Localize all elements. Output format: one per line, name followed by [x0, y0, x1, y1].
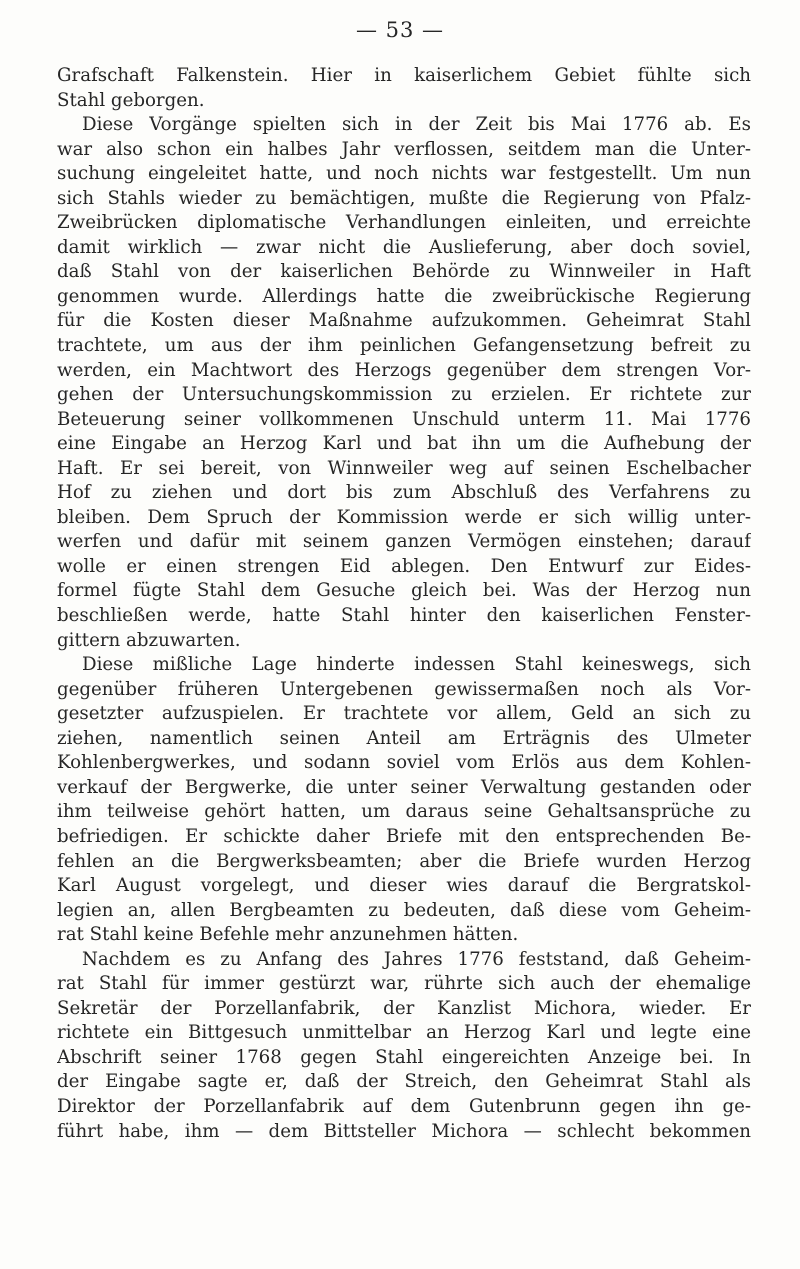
text-line: bleiben. Dem Spruch der Kommission werde er sich willig unter- — [57, 506, 751, 528]
text-line: gittern abzuwarten. — [57, 629, 241, 651]
text-line: gehen der Untersuchungskommission zu erzielen. Er richtete zur — [57, 384, 751, 406]
text-line: fehlen an die Bergwerksbeamten; aber die Briefe wurden Herzog — [57, 850, 751, 872]
text-line: für die Kosten dieser Maßnahme aufzukommen. Geheimrat Stahl — [57, 310, 751, 332]
text-line: Kohlenbergwerkes, und sodann soviel vom Erlös aus dem Kohlen- — [57, 752, 751, 774]
text-line: Sekretär der Porzellanfabrik, der Kanzlist Michora, wieder. Er — [57, 997, 751, 1019]
text-line: Hof zu ziehen und dort bis zum Abschluß des Verfahrens zu — [57, 482, 751, 504]
text-line: Karl August vorgelegt, und dieser wies darauf die Bergratskol- — [57, 875, 751, 897]
text-line: gesetzter aufzuspielen. Er trachtete vor allem, Geld an sich zu — [57, 703, 751, 725]
text-line: beschließen werde, hatte Stahl hinter den kaiserlichen Fenster- — [57, 605, 751, 627]
text-line: damit wirklich — zwar nicht die Auslieferung, aber doch soviel, — [57, 236, 751, 258]
text-line: Diese mißliche Lage hinderte indessen Stahl keineswegs, sich — [82, 654, 751, 676]
text-line: ihm teilweise gehört hatten, um daraus seine Gehaltsansprüche zu — [57, 801, 751, 823]
text-line: Diese Vorgänge spielten sich in der Zeit bis Mai 1776 ab. Es — [82, 114, 751, 136]
text-line: Haft. Er sei bereit, von Winnweiler weg auf seinen Eschelbacher — [57, 457, 751, 479]
text-line: rat Stahl keine Befehle mehr anzunehmen hätten. — [57, 924, 519, 946]
text-line: genommen wurde. Allerdings hatte die zweibrückische Regierung — [57, 285, 751, 307]
text-line: befriedigen. Er schickte daher Briefe mit den entsprechenden Be- — [57, 825, 751, 847]
body-text — [57, 64, 751, 1144]
text-line: Stahl geborgen. — [57, 89, 205, 111]
text-line: gegenüber früheren Untergebenen gewissermaßen noch als Vor- — [57, 678, 751, 700]
text-line: werden, ein Machtwort des Herzogs gegenüber dem strengen Vor- — [57, 359, 751, 381]
text-line: suchung eingeleitet hatte, und noch nichts war festgestellt. Um nun — [57, 163, 751, 185]
text-line: war also schon ein halbes Jahr verflossen, seitdem man die Unter- — [57, 138, 751, 160]
text-line: richtete ein Bittgesuch unmittelbar an Herzog Karl und legte eine — [57, 1022, 751, 1044]
page-number: — 53 — — [355, 18, 445, 42]
text-line: eine Eingabe an Herzog Karl und bat ihn um die Aufhebung der — [57, 433, 751, 455]
text-line: Abschrift seiner 1768 gegen Stahl eingereichten Anzeige bei. In — [57, 1046, 751, 1068]
text-line: Direktor der Porzellanfabrik auf dem Gutenbrunn gegen ihn ge- — [57, 1095, 751, 1117]
text-line: sich Stahls wieder zu bemächtigen, mußte die Regierung von Pfalz- — [57, 187, 751, 209]
text-line: Zweibrücken diplomatische Verhandlungen einleiten, und erreichte — [57, 212, 751, 234]
text-line: Beteuerung seiner vollkommenen Unschuld unterm 11. Mai 1776 — [57, 408, 751, 430]
text-line: formel fügte Stahl dem Gesuche gleich bei. Was der Herzog nun — [57, 580, 751, 602]
text-line: daß Stahl von der kaiserlichen Behörde zu Winnweiler in Haft — [57, 261, 751, 283]
text-line: rat Stahl für immer gestürzt war, rührte sich auch der ehemalige — [57, 973, 751, 995]
text-line: Nachdem es zu Anfang des Jahres 1776 feststand, daß Geheim- — [82, 948, 751, 970]
text-line: trachtete, um aus der ihm peinlichen Gefangensetzung befreit zu — [57, 335, 751, 357]
text-line: der Eingabe sagte er, daß der Streich, den Geheimrat Stahl als — [57, 1071, 751, 1093]
text-line: wolle er einen strengen Eid ablegen. Den Entwurf zur Eides- — [57, 555, 751, 577]
text-line: ziehen, namentlich seinen Anteil am Erträgnis des Ulmeter — [57, 727, 751, 749]
text-line: führt habe, ihm — dem Bittsteller Michora — schlecht bekommen — [57, 1120, 751, 1142]
text-line: verkauf der Bergwerke, die unter seiner Verwaltung gestanden oder — [57, 776, 751, 798]
text-line: Grafschaft Falkenstein. Hier in kaiserlichem Gebiet fühlte sich — [57, 65, 751, 86]
text-line: werfen und dafür mit seinem ganzen Vermögen einstehen; darauf — [57, 531, 751, 553]
text-line: legien an, allen Bergbeamten zu bedeuten, daß diese vom Geheim- — [57, 899, 751, 921]
